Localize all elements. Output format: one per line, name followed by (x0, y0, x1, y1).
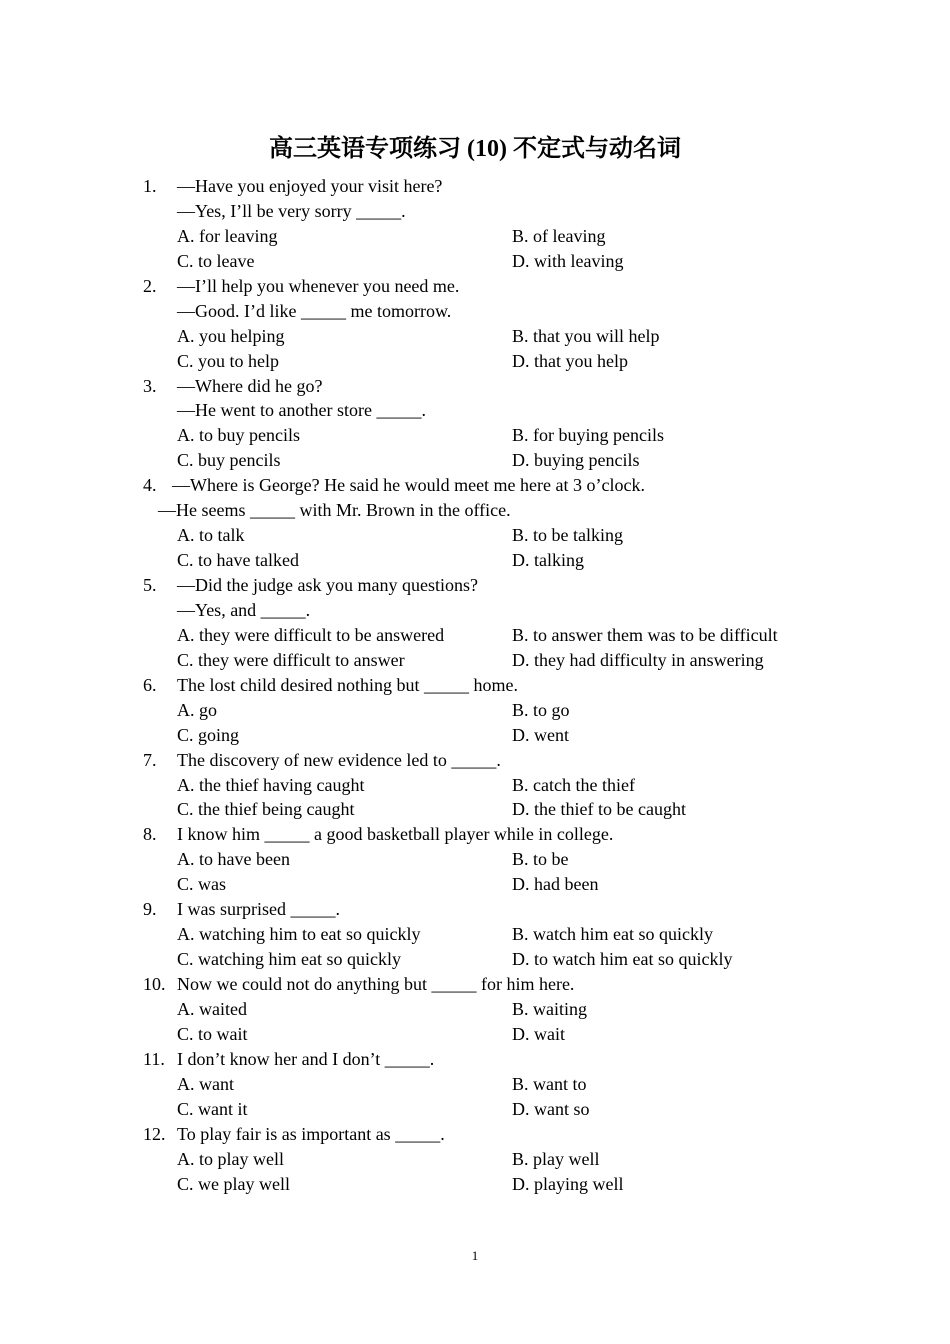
question-11 (0, 1047, 950, 1072)
question-4 (0, 473, 950, 498)
option-a: A. to play well (177, 1148, 284, 1169)
question-stem-line (0, 598, 950, 623)
question-number: 9. (143, 899, 157, 920)
question-number: 10. (143, 974, 166, 994)
option-a: A. they were difficult to be answered (177, 624, 445, 645)
option-c: C. the thief being caught (177, 799, 355, 820)
option-d: D. they had difficulty in answering (512, 649, 764, 670)
option-row (0, 423, 950, 448)
question-stem: —Yes, and _____. (177, 599, 311, 620)
option-d: D. the thief to be caught (512, 799, 686, 820)
option-row (0, 922, 950, 947)
question-stem: The discovery of new evidence led to _____. (177, 749, 501, 770)
question-number: 2. (143, 275, 157, 296)
question-stem-line (0, 498, 950, 523)
option-d: D. want so (512, 1098, 590, 1119)
option-row (0, 224, 950, 249)
question-stem: I don’t know her and I don’t _____. (177, 1048, 435, 1069)
option-c: C. you to help (177, 350, 279, 371)
option-row (0, 773, 950, 798)
option-c: C. buy pencils (177, 450, 281, 471)
option-row (0, 723, 950, 748)
question-3 (0, 374, 950, 399)
question-number: 4. (143, 475, 157, 496)
option-a: A. want (177, 1073, 234, 1094)
question-number: 12. (143, 1123, 166, 1144)
option-a: A. to talk (177, 525, 245, 546)
question-5 (0, 573, 950, 598)
option-d: D. talking (512, 550, 584, 571)
question-number: 5. (143, 575, 157, 595)
option-row (0, 448, 950, 473)
option-row (0, 1147, 950, 1172)
option-b: B. watch him eat so quickly (512, 924, 713, 945)
question-stem: The lost child desired nothing but _____ home. (177, 674, 518, 695)
option-b: B. to answer them was to be difficult (512, 624, 778, 645)
option-b: B. waiting (512, 998, 587, 1019)
option-a: A. go (177, 699, 217, 720)
option-row (0, 349, 950, 374)
option-row (0, 623, 950, 648)
question-12 (0, 1122, 950, 1147)
option-a: A. to buy pencils (177, 425, 300, 446)
option-a: A. you helping (177, 325, 285, 346)
option-b: B. of leaving (512, 225, 606, 246)
question-number: 11. (143, 1048, 165, 1069)
option-b: B. play well (512, 1148, 600, 1169)
question-stem-line (0, 199, 950, 224)
question-stem: Now we could not do anything but _____ for him here. (177, 974, 575, 994)
option-d: D. that you help (512, 350, 628, 371)
question-stem: I know him _____ a good basketball player while in college. (177, 824, 614, 845)
question-stem: —Did the judge ask you many questions? (177, 575, 478, 595)
question-2 (0, 274, 950, 299)
option-c: C. to have talked (177, 550, 299, 571)
option-c: C. going (177, 724, 240, 745)
option-row (0, 1097, 950, 1122)
option-d: D. playing well (512, 1173, 624, 1194)
option-b: B. for buying pencils (512, 425, 664, 446)
question-stem: To play fair is as important as _____. (177, 1123, 445, 1144)
option-row (0, 947, 950, 972)
question-list (0, 174, 950, 1196)
option-c: C. to wait (177, 1023, 248, 1044)
question-stem: I was surprised _____. (177, 899, 340, 920)
option-a: A. watching him to eat so quickly (177, 924, 421, 945)
option-d: D. had been (512, 874, 599, 895)
question-number: 1. (143, 176, 157, 196)
option-b: B. that you will help (512, 325, 660, 346)
option-row (0, 797, 950, 822)
question-stem: —I’ll help you whenever you need me. (177, 275, 460, 296)
question-stem: —Where is George? He said he would meet me here at 3 o’clock. (172, 475, 645, 496)
option-b: B. to be (512, 849, 569, 870)
option-c: C. to leave (177, 250, 255, 271)
question-10 (0, 972, 950, 997)
option-b: B. want to (512, 1073, 587, 1094)
option-d: D. went (512, 724, 569, 745)
option-row (0, 523, 950, 548)
option-c: C. they were difficult to answer (177, 649, 405, 670)
option-b: B. to be talking (512, 525, 623, 546)
option-row (0, 1022, 950, 1047)
option-row (0, 698, 950, 723)
option-a: A. for leaving (177, 225, 278, 246)
option-row (0, 997, 950, 1022)
question-number: 6. (143, 674, 157, 695)
question-stem: —He seems _____ with Mr. Brown in the office. (158, 500, 511, 521)
question-number: 7. (143, 749, 157, 770)
option-row (0, 249, 950, 274)
option-c: C. was (177, 874, 226, 895)
question-stem: —Have you enjoyed your visit here? (177, 176, 443, 196)
question-8 (0, 822, 950, 847)
question-stem: —Good. I’d like _____ me tomorrow. (177, 300, 452, 321)
question-6 (0, 673, 950, 698)
question-9 (0, 897, 950, 922)
option-b: B. to go (512, 699, 570, 720)
option-c: C. we play well (177, 1173, 290, 1194)
option-d: D. wait (512, 1023, 565, 1044)
option-c: C. watching him eat so quickly (177, 949, 401, 970)
question-stem-line (0, 398, 950, 423)
option-row (0, 872, 950, 897)
question-1 (0, 174, 950, 199)
option-b: B. catch the thief (512, 774, 635, 795)
option-a: A. the thief having caught (177, 774, 365, 795)
page-title: 高三英语专项练习 (10) 不定式与动名词 (269, 136, 681, 162)
question-stem: —Yes, I’ll be very sorry _____. (177, 200, 406, 221)
option-row (0, 648, 950, 673)
option-row (0, 847, 950, 872)
option-a: A. waited (177, 998, 247, 1019)
question-stem: —He went to another store _____. (177, 400, 426, 421)
question-stem: —Where did he go? (177, 375, 323, 396)
question-number: 8. (143, 824, 157, 845)
option-row (0, 1072, 950, 1097)
page-number: 1 (471, 1248, 479, 1263)
option-a: A. to have been (177, 849, 290, 870)
option-c: C. want it (177, 1098, 248, 1119)
option-row (0, 548, 950, 573)
option-d: D. buying pencils (512, 450, 640, 471)
option-d: D. to watch him eat so quickly (512, 949, 733, 970)
question-7 (0, 748, 950, 773)
option-row (0, 1172, 950, 1197)
option-d: D. with leaving (512, 250, 624, 271)
question-number: 3. (143, 375, 157, 396)
option-row (0, 324, 950, 349)
question-stem-line (0, 299, 950, 324)
